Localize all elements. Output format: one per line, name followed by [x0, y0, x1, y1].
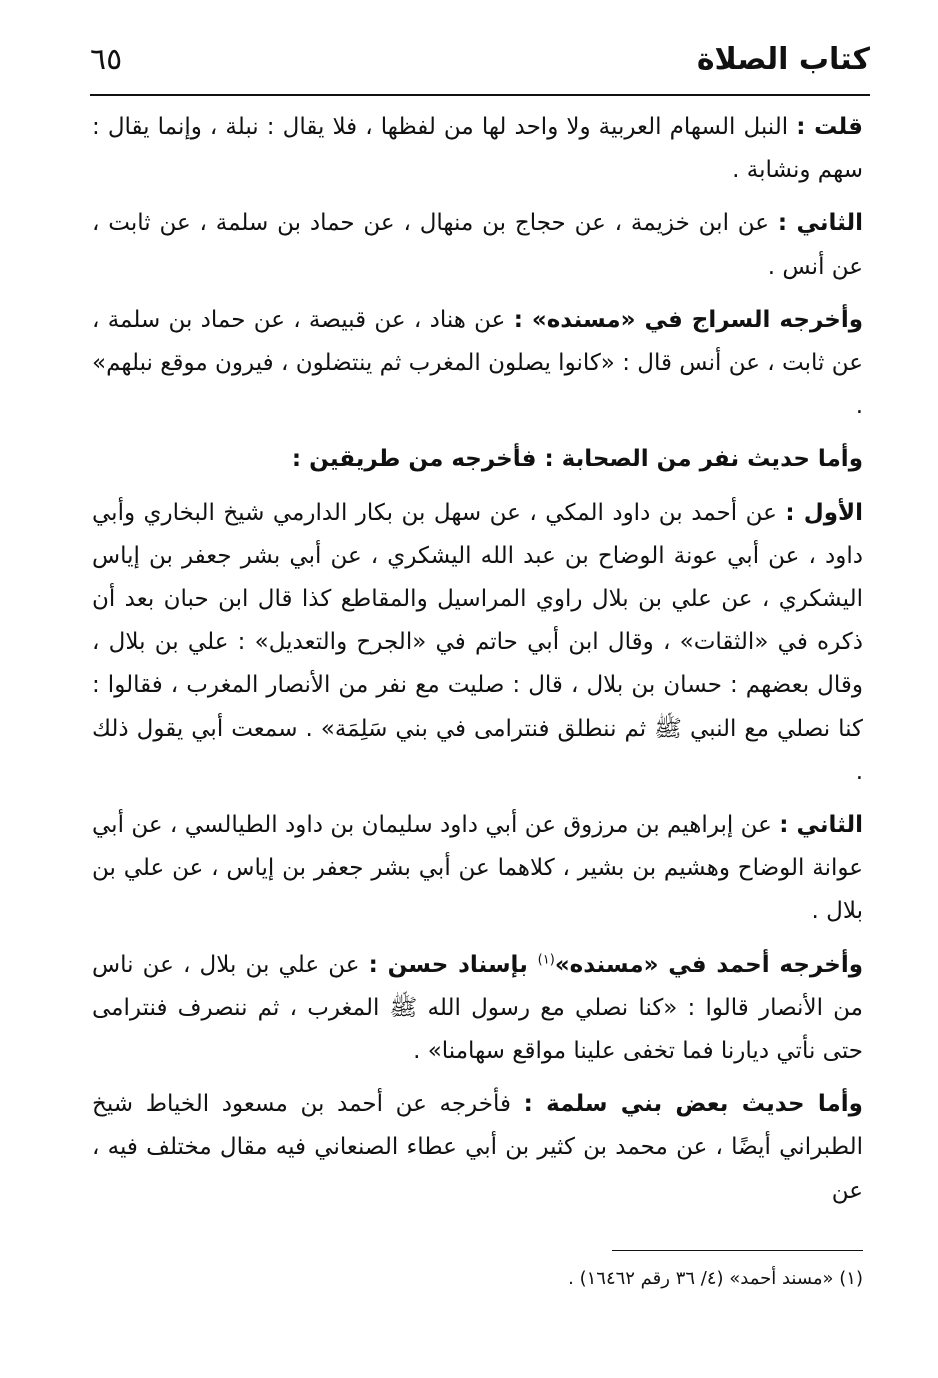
paragraph-qult [92, 106, 863, 192]
chapter-title: كتاب الصلاة [696, 42, 870, 77]
paragraph-lead: الثاني : [779, 812, 863, 839]
paragraph-siraj [92, 299, 863, 429]
paragraph-first-route [92, 492, 863, 794]
footnote-divider [612, 1250, 863, 1251]
paragraph-lead: الثاني : [777, 210, 864, 237]
paragraph-text: عن هناد ، عن قبيصة ، عن حماد بن سلمة ، عن ثابت ، عن أنس قال : «كانوا يصلون المغرب ثم ينتضلون ، فيرون موقع نبلهم» . [92, 306, 863, 420]
paragraph-lead: وأخرجه السراج في «مسنده» : [513, 306, 864, 333]
page-header [90, 30, 870, 90]
paragraph-bani-salama [92, 1083, 863, 1213]
paragraph-text: عن ابن خزيمة ، عن حجاج بن منهال ، عن حماد بن سلمة ، عن ثابت ، عن أنس . [92, 210, 863, 280]
footnote-reference[interactable]: (١) [537, 952, 555, 967]
paragraph-second-route-2 [92, 804, 863, 934]
paragraph-ahmad [92, 944, 863, 1074]
paragraph-text: عن إبراهيم بن مرزوق عن أبي داود سليمان بن داود الطيالسي ، عن أبي عوانة الوضاح وهشيم بن بشير ، كلاهما عن أبي بشر جعفر بن إياس ، عن علي بن بلال . [92, 812, 863, 925]
paragraph-lead: الأول : [785, 499, 864, 526]
footnote: (١) «مسند أحمد» (٤/ ٣٦ رقم ١٦٤٦٢) . [568, 1268, 863, 1289]
page-body [92, 106, 863, 1223]
paragraph-lead: قلت : [796, 114, 863, 140]
paragraph-lead: وأما حديث بعض بني سلمة : [523, 1091, 863, 1118]
paragraph-text: النبل السهام العربية ولا واحد لها من لفظها ، فلا يقال : نبلة ، وإنما يقال : سهم ونشابة . [92, 114, 863, 184]
header-divider [90, 94, 870, 96]
paragraph-lead: وأخرجه أحمد في «مسنده» [554, 951, 863, 978]
paragraph-lead-2: بإسناد حسن : [368, 951, 538, 978]
section-heading: وأما حديث نفر من الصحابة : فأخرجه من طريقين : [291, 446, 863, 473]
page-number: ٦٥ [90, 42, 123, 77]
paragraph-second-route [92, 202, 863, 288]
paragraph-text: فأخرجه عن أحمد بن مسعود الخياط شيخ الطبراني أيضًا ، عن محمد بن كثير بن أبي عطاء الصنعاني فيه مقال مختلف فيه ، عن [92, 1091, 863, 1204]
paragraph-text: عن أحمد بن داود المكي ، عن سهل بن بكار الدارمي شيخ البخاري وأبي داود ، عن أبي عونة الوضاح بن عبد الله اليشكري ، عن أبي بشر جعفر بن إياس اليشكري ، عن علي بن بلال راوي المراسيل والمقاطع كذا قال ابن حبان بعد أن ذكره في «الثقات» ، وقال ابن أبي حاتم في «الجرح والتعديل» : علي بن بلال ، وقال بعضهم : حسان بن بلال ، قال : صليت مع نفر من الأنصار المغرب ، فقالوا : كنا نصلي مع النبي ﷺ ثم ننطلق فنترامى في بني سَلِمَة» . سمعت أبي يقول ذلك . [92, 499, 863, 785]
paragraph-text: عن علي بن بلال ، عن ناس من الأنصار قالوا : «كنا نصلي مع رسول الله ﷺ المغرب ، ثم ننصرف فنترامى حتى نأتي ديارنا فما تخفى علينا مواقع سهامنا» . [92, 951, 863, 1065]
